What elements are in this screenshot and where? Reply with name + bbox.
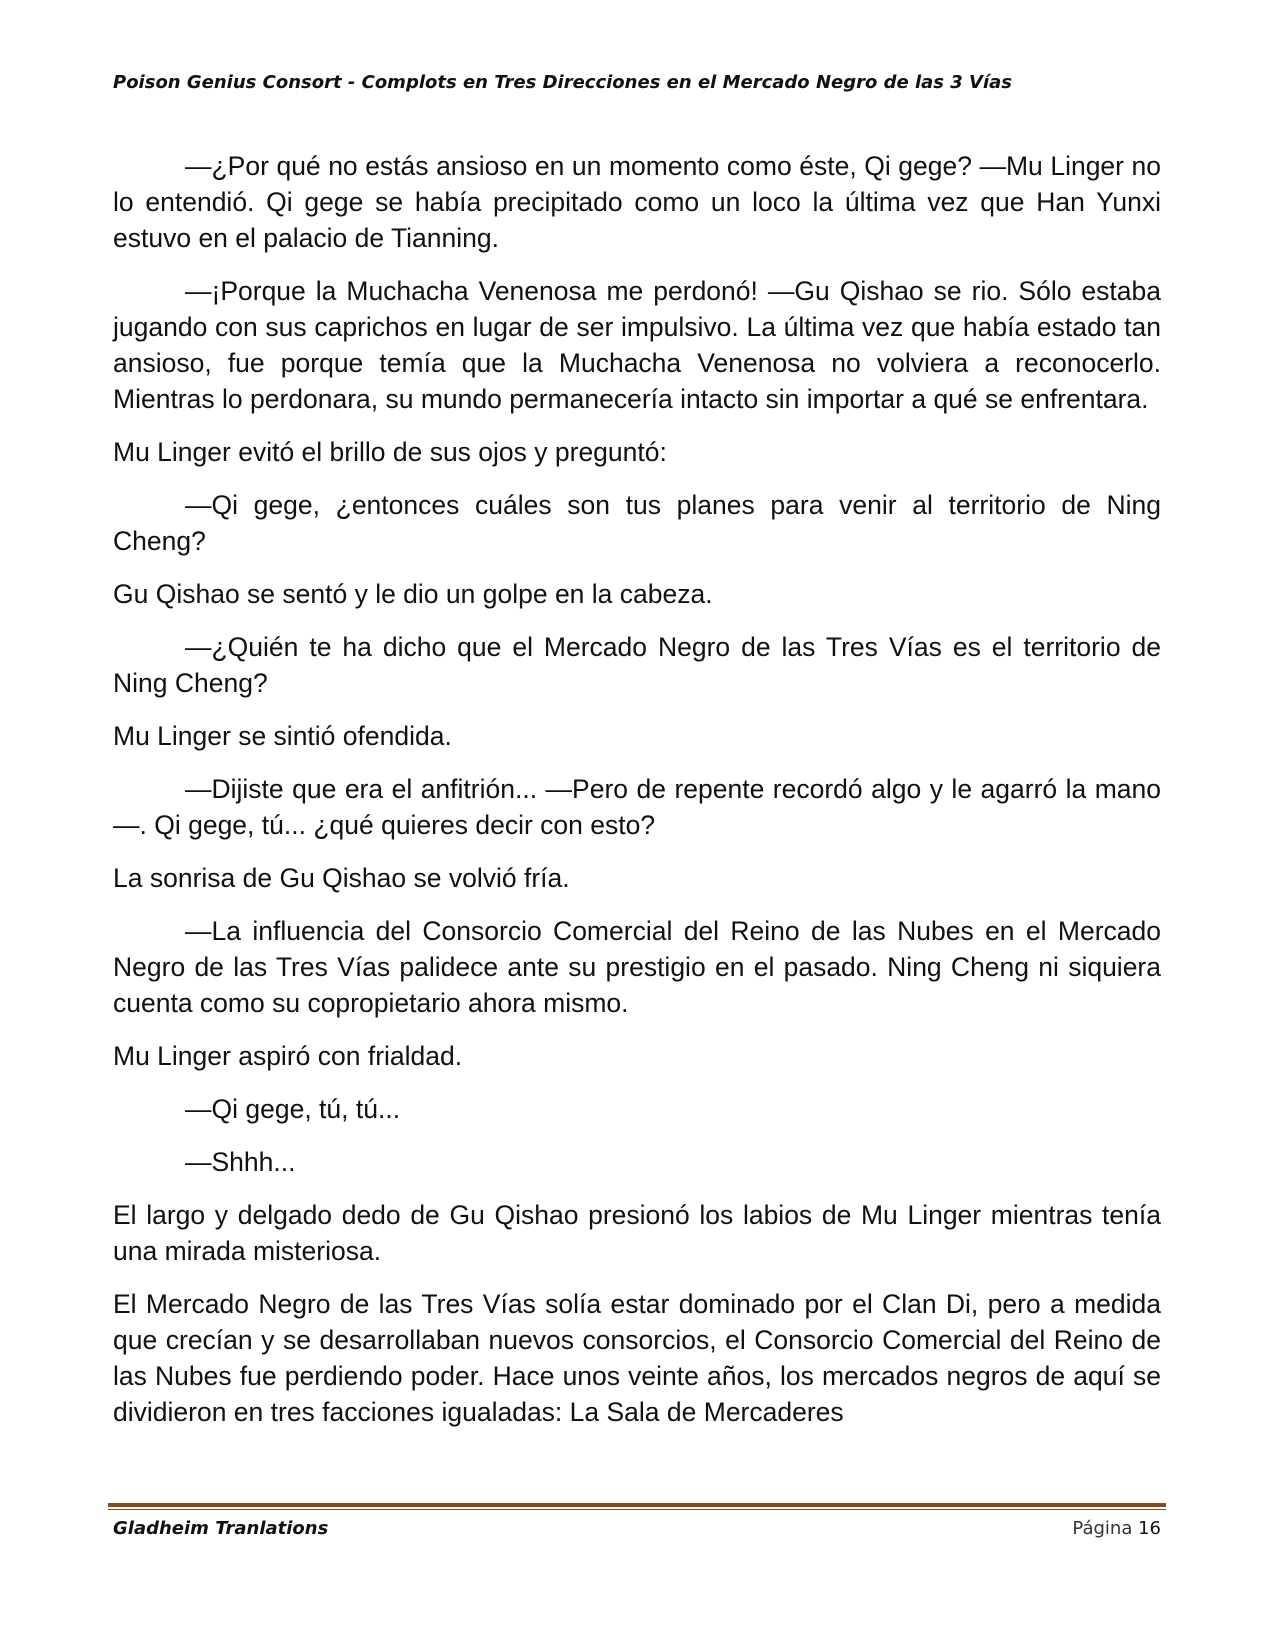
body-text [113, 148, 1161, 1447]
paragraph: —Shhh... [185, 1147, 296, 1177]
paragraph: —Dijiste que era el anfitrión... —Pero de repente recordó algo y le agarró la mano—. Qi gege, tú... ¿qué quieres decir con esto? [113, 774, 1161, 840]
paragraph: Gu Qishao se sentó y le dio un golpe en la cabeza. [113, 579, 713, 609]
paragraph: —Qi gege, ¿entonces cuáles son tus planes para venir al territorio de Ning Cheng? [113, 490, 1161, 556]
footer-rule-thick [108, 1503, 1166, 1507]
paragraph: El largo y delgado dedo de Gu Qishao presionó los labios de Mu Linger mientras tenía una mirada misteriosa. [113, 1200, 1161, 1266]
paragraph: —Qi gege, tú, tú... [185, 1094, 401, 1124]
paragraph: —¡Porque la Muchacha Venenosa me perdonó! —Gu Qishao se rio. Sólo estaba jugando con sus caprichos en lugar de ser impulsivo. La última vez que había estado tan ansioso, fue porque temía que la Muchacha Venenosa no volviera a reconocerlo. Mientras lo perdonara, su mundo permanecería intacto sin importar a qué se enfrentara. [113, 276, 1161, 414]
paragraph: —¿Por qué no estás ansioso en un momento como éste, Qi gege? —Mu Linger no lo entendió. Qi gege se había precipitado como un loco la última vez que Han Yunxi estuvo en el palacio de Tianning. [113, 151, 1161, 253]
paragraph: La sonrisa de Gu Qishao se volvió fría. [113, 863, 570, 893]
paragraph: —¿Quién te ha dicho que el Mercado Negro de las Tres Vías es el territorio de Ning Cheng? [113, 632, 1161, 698]
page-number-block [1072, 1518, 1161, 1539]
paragraph: El Mercado Negro de las Tres Vías solía estar dominado por el Clan Di, pero a medida que crecían y se desarrollaban nuevos consorcios, el Consorcio Comercial del Reino de las Nubes fue perdiendo poder. Hace unos veinte años, los mercados negros de aquí se dividieron en tres facciones igualadas: La Sala de Mercaderes [113, 1289, 1161, 1427]
paragraph: Mu Linger aspiró con frialdad. [113, 1041, 463, 1071]
paragraph: —La influencia del Consorcio Comercial del Reino de las Nubes en el Mercado Negro de las Tres Vías palidece ante su prestigio en el pasado. Ning Cheng ni siquiera cuenta como su copropietario ahora mismo. [113, 916, 1161, 1018]
paragraph: Mu Linger evitó el brillo de sus ojos y preguntó: [113, 437, 667, 467]
footer-rule-thin [108, 1509, 1166, 1510]
page-label: Página [1072, 1518, 1133, 1539]
page-number: 16 [1138, 1518, 1161, 1539]
paragraph: Mu Linger se sintió ofendida. [113, 721, 452, 751]
running-header: Poison Genius Consort - Complots en Tres Direcciones en el Mercado Negro de las 3 Vías [113, 72, 1013, 93]
footer-credit: Gladheim Tranlations [113, 1518, 329, 1539]
